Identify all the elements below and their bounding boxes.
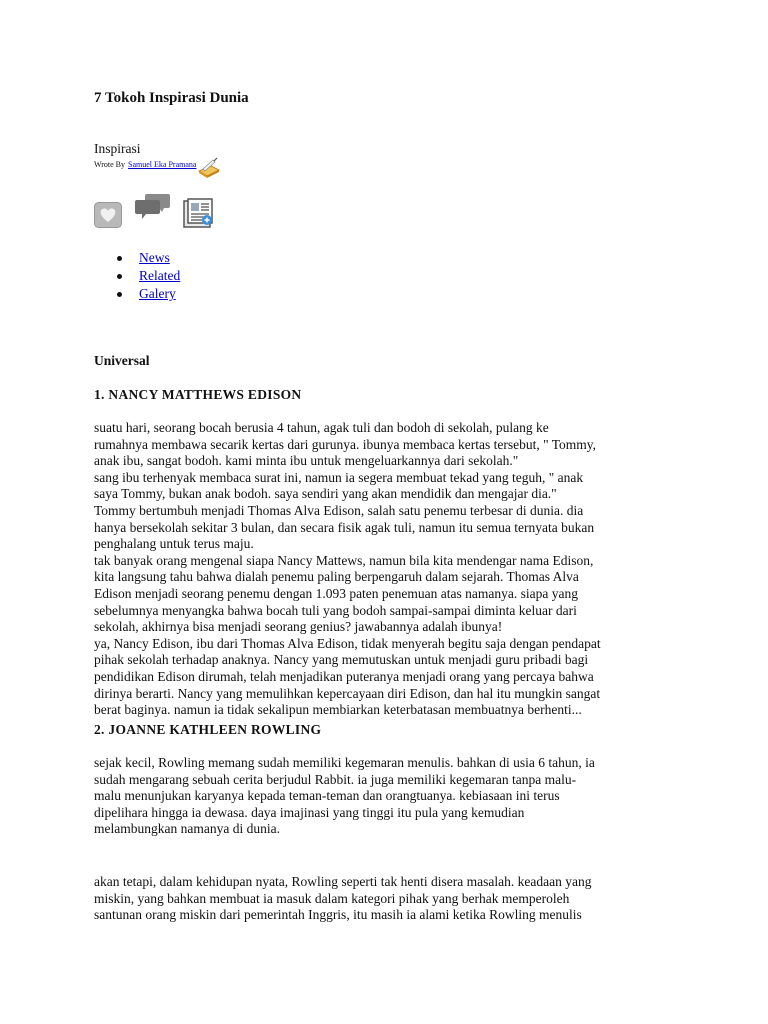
nav-item-news xyxy=(94,249,180,267)
text-line: sejak kecil, Rowling memang sudah memiliki kegemaran menulis. bahkan di usia 6 tahun, ia xyxy=(94,755,595,770)
byline-prefix: Wrote By xyxy=(94,160,126,169)
section-label: Universal xyxy=(94,353,150,368)
text-line: pendidikan Edison dirumah, telah menjadikan puteranya menjadi orang yang percaya bahwa xyxy=(94,668,594,684)
text-line: sudah mengarang sebuah cerita berjudul Rabbit. ia juga memiliki kegemaran tanpa malu- xyxy=(94,771,577,787)
newspaper-icon[interactable] xyxy=(183,198,215,228)
text-line: Edison menjadi seorang penemu dengan 1.093 paten penemuan atas namanya. siapa yang xyxy=(94,585,578,601)
nav-item-related xyxy=(94,267,180,285)
section-body-rowling-continued xyxy=(94,874,591,924)
text-line: malu menunjukan karyanya kepada teman-teman dan orangtuanya. kebiasaan ini terus xyxy=(94,788,560,804)
text-line: pihak sekolah terhadap anaknya. Nancy yang memutuskan untuk menjadi guru pribadi bagi xyxy=(94,652,589,668)
related-link[interactable]: Related xyxy=(139,268,181,283)
text-line: melambungkan namanya di dunia. xyxy=(94,821,280,837)
nav-item-galery xyxy=(94,285,180,303)
text-line: santunan orang miskin dari pemerintah Inggris, itu masih ia alami ketika Rowling menulis xyxy=(94,907,582,923)
bullet xyxy=(117,274,122,279)
text-line: tak banyak orang mengenal siapa Nancy Mattews, namun bila kita mendengar nama Edison, xyxy=(94,552,594,568)
text-line: saya Tommy, bukan anak bodoh. saya sendiri yang akan mendidik dan mengajar dia." xyxy=(94,486,557,502)
section-heading-rowling: 2. JOANNE KATHLEEN ROWLING xyxy=(94,722,322,737)
heart-icon[interactable] xyxy=(94,202,122,228)
text-line: hanya bersekolah sekitar 3 bulan, dan secara fisik agak tuli, namun itu semua ternyata bukan xyxy=(94,519,595,535)
byline xyxy=(94,160,221,181)
bullet xyxy=(117,292,122,297)
section-body-rowling xyxy=(94,755,595,838)
text-line: kita langsung tahu bahwa dialah penemu paling berpengaruh dalam sejarah. Thomas Alva xyxy=(94,569,579,585)
galery-link[interactable]: Galery xyxy=(139,286,176,301)
text-line: penghalang untuk terus maju. xyxy=(94,536,254,552)
text-line: Tommy bertumbuh menjadi Thomas Alva Edison, salah satu penemu terbesar di dunia. dia xyxy=(94,502,584,518)
pen-paper-icon xyxy=(197,157,221,181)
bullet xyxy=(117,256,122,261)
text-line: sang ibu terhenyak membaca surat ini, namun ia segera membuat tekad yang teguh, " anak xyxy=(94,469,584,485)
text-line: miskin, yang bahkan membuat ia masuk dalam kategori pihak yang berhak memperoleh xyxy=(94,890,570,906)
text-line: berat baginya. namun ia tidak sekalipun membiarkan keterbatasan membuatnya berhenti... xyxy=(94,702,582,718)
comments-icon[interactable] xyxy=(134,192,172,222)
text-line: akan tetapi, dalam kehidupan nyata, Rowling seperti tak henti disera masalah. keadaan yang xyxy=(94,874,592,889)
text-line: rumahnya membawa secarik kertas dari gurunya. ibunya membaca kertas tersebut, " Tommy, xyxy=(94,436,597,452)
text-line: dipelihara hingga ia dewasa. daya imajinasi yang tinggi itu pula yang kemudian xyxy=(94,804,525,820)
section-heading-edison: 1. NANCY MATTHEWS EDISON xyxy=(94,387,302,402)
text-line: ya, Nancy Edison, ibu dari Thomas Alva Edison, tidak menyerah begitu saja dengan pendapat xyxy=(94,635,601,651)
section-body-edison xyxy=(94,420,601,719)
text-line: sekolah, akhirnya bisa menjadi seorang genius? jawabannya adalah ibunya! xyxy=(94,619,503,635)
text-line: dirinya berarti. Nancy yang memulihkan kepercayaan diri Edison, dan hal itu mungkin sangat xyxy=(94,685,601,701)
author-link[interactable]: Samuel Eka Pramana xyxy=(128,160,197,169)
article-category: Inspirasi xyxy=(94,141,141,156)
text-line: sebelumnya menyangka bahwa bocah tuli yang bodoh sampai-sampai diminta keluar dari xyxy=(94,602,577,618)
text-line: anak ibu, sangat bodoh. kami minta ibu untuk mengeluarkannya dari sekolah." xyxy=(94,453,519,469)
news-link[interactable]: News xyxy=(139,250,170,265)
article-title: 7 Tokoh Inspirasi Dunia xyxy=(94,90,249,106)
nav-list xyxy=(94,249,180,303)
text-line: suatu hari, seorang bocah berusia 4 tahun, agak tuli dan bodoh di sekolah, pulang ke xyxy=(94,420,549,435)
